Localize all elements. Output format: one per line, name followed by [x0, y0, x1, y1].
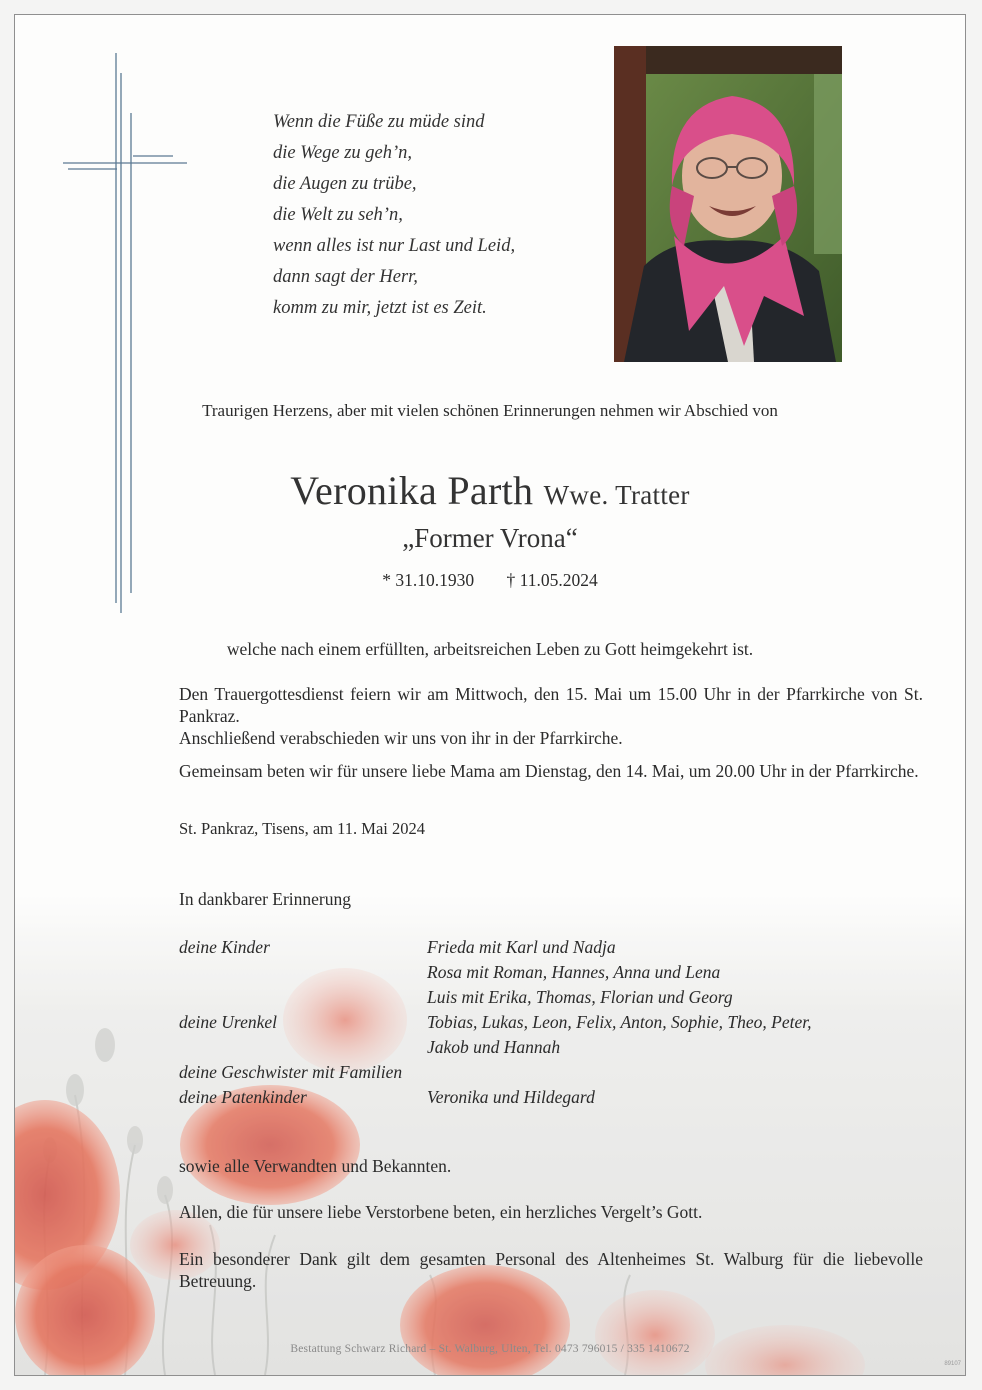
poem-line: die Welt zu seh’n,: [273, 205, 403, 225]
family-name-line: Frieda mit Karl und Nadja: [427, 937, 616, 957]
remembrance-heading: In dankbarer Erinnerung: [179, 889, 352, 909]
family-row-children: [179, 935, 939, 1010]
family-row-godchildren: [179, 1085, 939, 1110]
family-label: deine Urenkel: [179, 1012, 277, 1032]
poem-line: komm zu mir, jetzt ist es Zeit.: [273, 298, 487, 318]
poem-line: dann sagt der Herr,: [273, 267, 418, 287]
deceased-name-line: [15, 467, 965, 514]
deceased-nickname: „Former Vrona“: [402, 523, 578, 553]
print-code: 89107: [944, 1361, 961, 1367]
place-and-date: St. Pankraz, Tisens, am 11. Mai 2024: [179, 819, 425, 838]
poem-line: Wenn die Füße zu müde sind: [273, 112, 485, 132]
service-line: Den Trauergottesdienst feiern wir am Mittwoch, den 15. Mai um 15.00 Uhr in der Pfarrkirche von St. Pankraz.: [179, 684, 923, 726]
family-label: deine Patenkinder: [179, 1087, 307, 1107]
family-row-siblings: [179, 1060, 939, 1085]
poem-line: die Augen zu trübe,: [273, 174, 417, 194]
family-label: deine Kinder: [179, 937, 270, 957]
family-name-line: Rosa mit Roman, Hannes, Anna und Lena: [427, 962, 721, 982]
thanks-staff-paragraph: Ein besonderer Dank gilt dem gesamten Personal des Altenheimes St. Walburg für die liebevolle Betreuung.: [179, 1249, 923, 1291]
poem-line: die Wege zu geh’n,: [273, 143, 413, 163]
family-row-great-grandchildren: [179, 1010, 939, 1060]
funeral-home-footer: Bestattung Schwarz Richard – St. Walburg, Ulten, Tel. 0473 796015 / 335 1410672: [290, 1343, 690, 1355]
prayer-paragraph: Gemeinsam beten wir für unsere liebe Mama am Dienstag, den 14. Mai, um 20.00 Uhr in der Pfarrkirche.: [179, 761, 919, 781]
poem: [273, 107, 603, 324]
deceased-name: Veronika Parth: [290, 468, 534, 513]
deceased-name-suffix: Wwe. Tratter: [543, 480, 690, 510]
death-date: † 11.05.2024: [506, 570, 598, 590]
family-name-line: Tobias, Lukas, Leon, Felix, Anton, Sophie, Theo, Peter,: [427, 1012, 812, 1032]
parte-sheet: [14, 14, 966, 1376]
service-paragraph: [179, 683, 923, 749]
family-names: [427, 1010, 939, 1060]
family-name-line: Luis mit Erika, Thomas, Florian und Georg: [427, 987, 733, 1007]
farewell-intro: Traurigen Herzens, aber mit vielen schönen Erinnerungen nehmen wir Abschied von: [202, 401, 778, 420]
family-label: deine Geschwister mit Familien: [179, 1062, 403, 1082]
birth-date: * 31.10.1930: [382, 570, 475, 590]
family-names: [427, 935, 939, 1010]
poem-line: wenn alles ist nur Last und Leid,: [273, 236, 516, 256]
thanks-prayer-line: Allen, die für unsere liebe Verstorbene beten, ein herzliches Vergelt’s Gott.: [179, 1202, 703, 1222]
service-line-farewell: Anschließend verabschieden wir uns von ihr in der Pfarrkirche.: [179, 728, 623, 748]
family-name-line: Veronika und Hildegard: [427, 1087, 595, 1107]
family-name-line: Jakob und Hannah: [427, 1037, 561, 1057]
family-names: [427, 1085, 939, 1110]
family-list: [179, 935, 939, 1110]
relatives-line: sowie alle Verwandten und Bekannten.: [179, 1156, 452, 1176]
life-dates: [15, 570, 965, 591]
life-statement: welche nach einem erfüllten, arbeitsreichen Leben zu Gott heimgekehrt ist.: [226, 639, 754, 659]
portrait-photo: [614, 46, 842, 362]
